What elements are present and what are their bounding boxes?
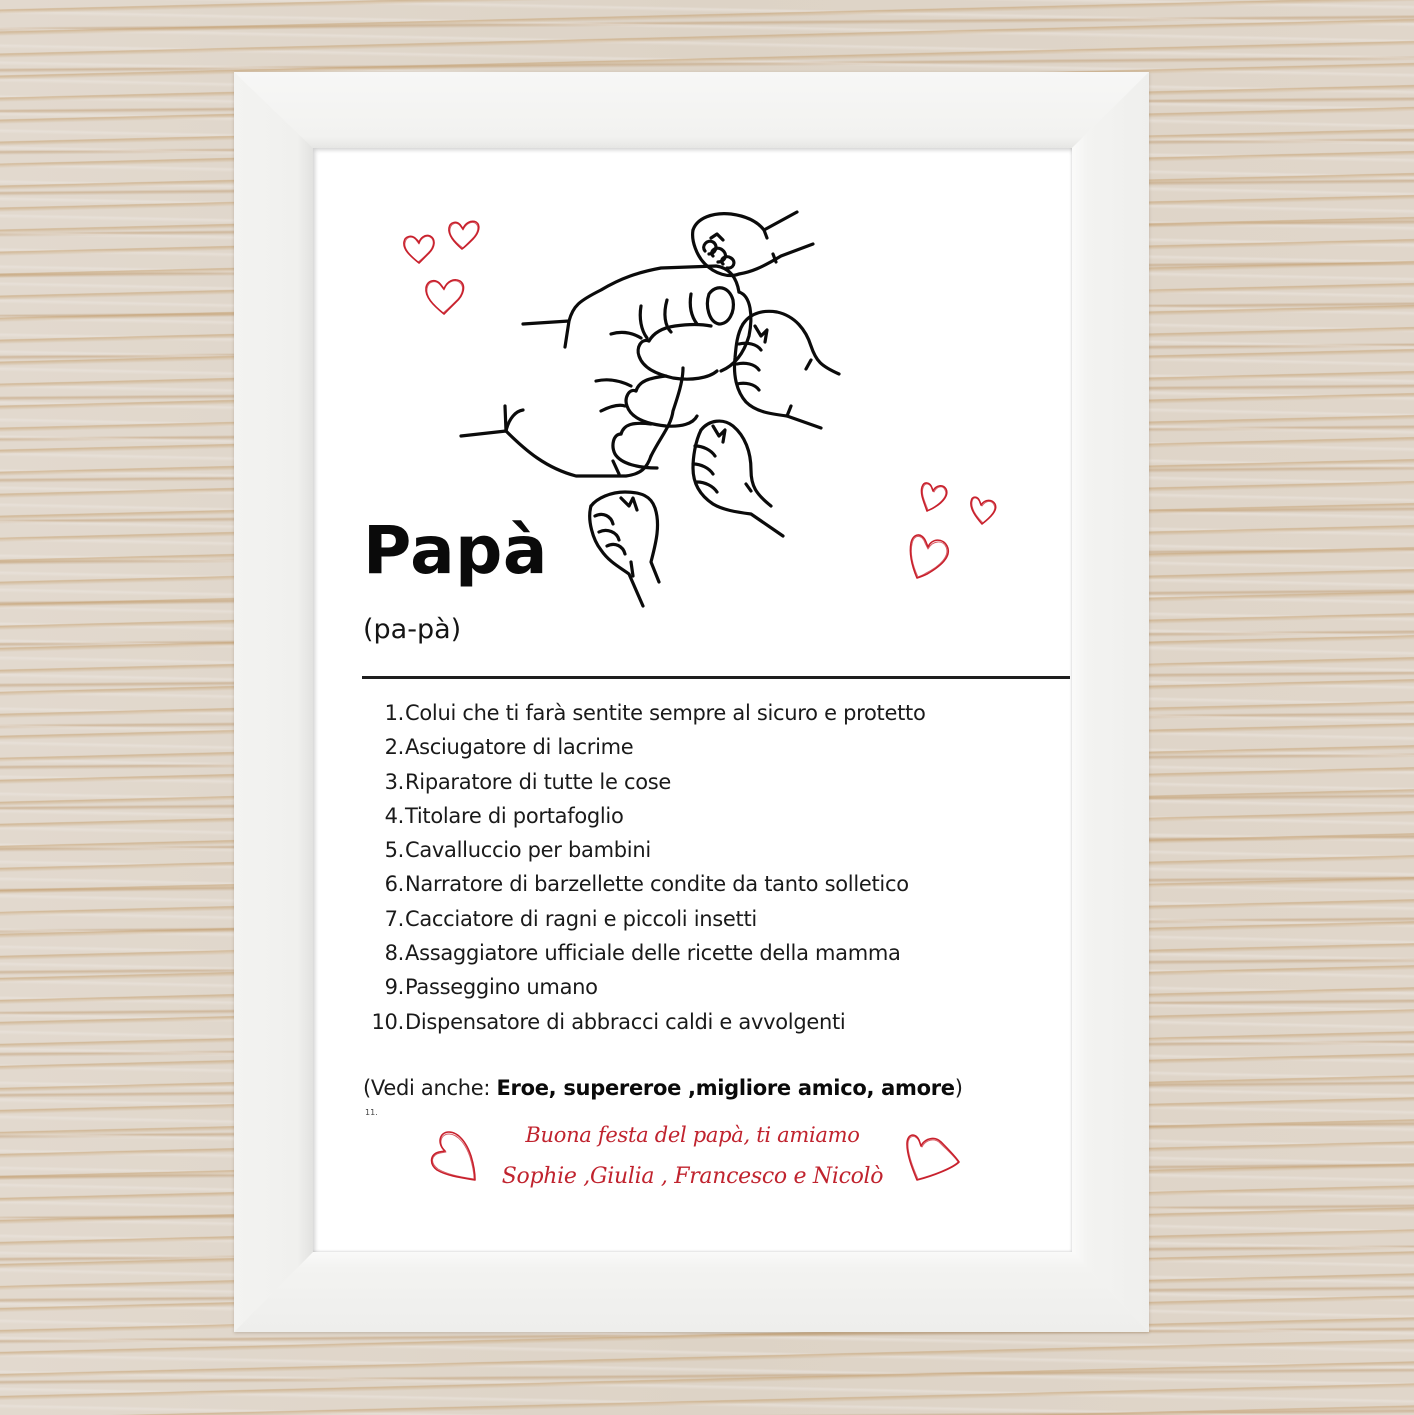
list-item <box>363 972 926 1006</box>
poster-print <box>313 148 1072 1252</box>
list-item <box>363 767 926 801</box>
item-text: Passeggino umano <box>405 975 598 1000</box>
item-text: Asciugatore di lacrime <box>405 735 634 760</box>
frame-right-rail <box>1072 72 1149 1332</box>
item-number: 2. <box>384 735 404 760</box>
heart-icon <box>401 232 437 266</box>
item-text: Assaggiatore ufficiale delle ricette della mamma <box>405 941 901 966</box>
item-number: 8. <box>384 941 404 966</box>
frame-left-rail <box>234 72 313 1332</box>
heart-icon <box>966 490 1002 528</box>
divider <box>362 676 1070 679</box>
pronunciation: (pa-pà) <box>363 614 462 645</box>
see-also <box>363 1076 963 1100</box>
list-item <box>363 835 926 869</box>
item-number: 3. <box>384 769 404 794</box>
heart-icon <box>917 478 953 514</box>
definitions-list <box>363 698 926 1041</box>
item-number: 9. <box>384 975 404 1000</box>
item-number: 6. <box>384 872 404 897</box>
frame-top-rail <box>234 72 1149 148</box>
item-number: 5. <box>384 838 404 863</box>
item-number: 1. <box>384 701 404 725</box>
see-also-suffix: ) <box>954 1076 963 1100</box>
item-text: Cacciatore di ragni e piccoli insetti <box>405 906 757 931</box>
list-item <box>363 904 926 938</box>
frame-bottom-rail <box>234 1252 1149 1332</box>
see-also-prefix: (Vedi anche: <box>363 1076 497 1100</box>
item-text: Narratore di barzellette condite da tanto solletico <box>405 872 909 897</box>
page-title: Papà <box>363 512 548 589</box>
see-also-terms: Eroe, supereroe ,migliore amico, amore <box>496 1076 955 1100</box>
item-text: Titolare di portafoglio <box>405 803 624 828</box>
item-number: 4. <box>384 803 404 828</box>
list-item <box>363 801 926 835</box>
item-text: Dispensatore di abbracci caldi e avvolgenti <box>405 1009 846 1034</box>
list-item <box>363 1007 926 1041</box>
list-item <box>363 732 926 766</box>
dedication-line-2: Sophie ,Giulia , Francesco e Nicolò <box>501 1164 884 1189</box>
list-item <box>363 869 926 903</box>
item-text: Cavalluccio per bambini <box>405 838 651 863</box>
list-item <box>363 938 926 972</box>
item-number: 10. <box>371 1009 404 1034</box>
item-number: 7. <box>384 906 404 931</box>
stray-number: 11. <box>365 1108 378 1117</box>
heart-icon <box>907 526 957 582</box>
item-text: Riparatore di tutte le cose <box>405 769 672 794</box>
item-text: Colui che ti farà sentite sempre al sicuro e protetto <box>405 701 926 725</box>
list-item <box>363 698 926 732</box>
dedication-line-1: Buona festa del papà, ti amiamo <box>525 1123 860 1147</box>
